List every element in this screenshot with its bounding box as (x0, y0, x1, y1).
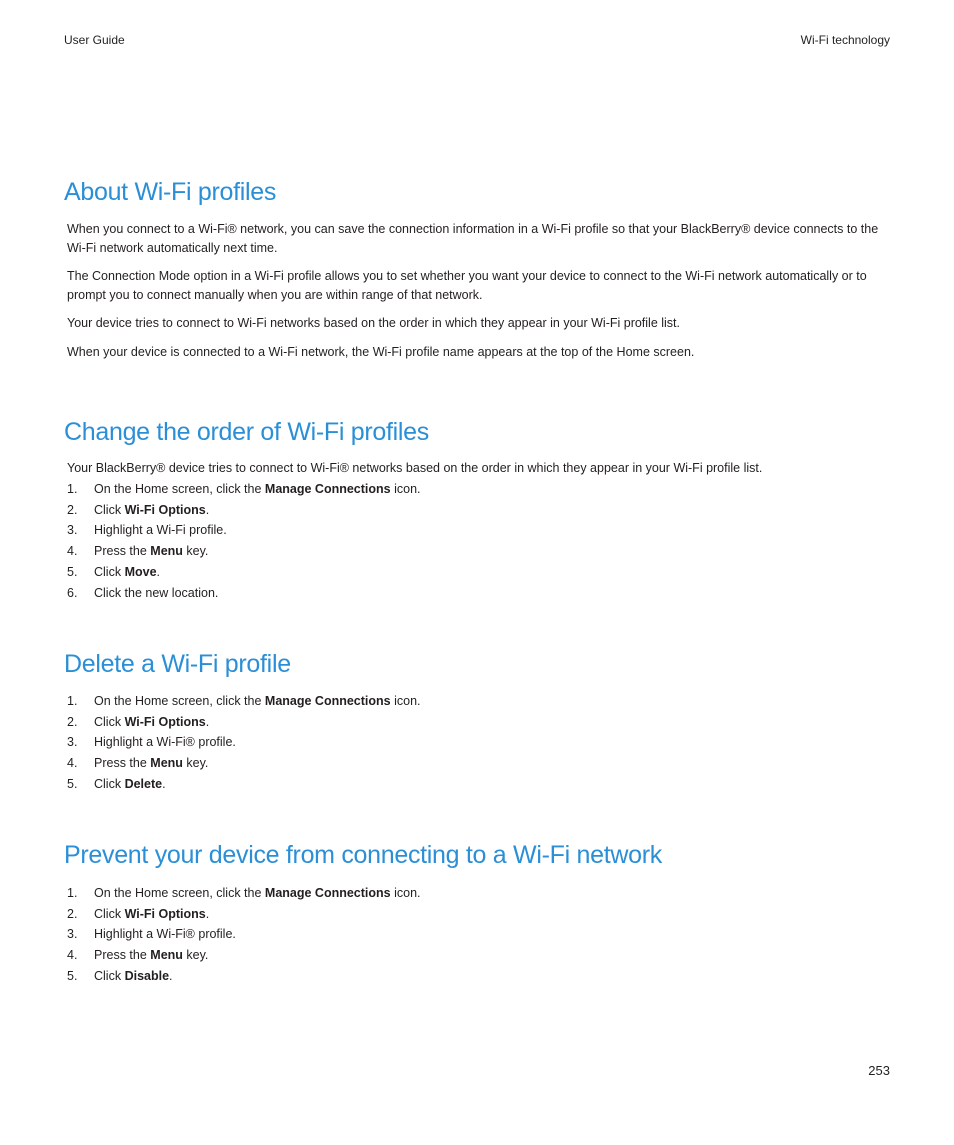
list-item (64, 753, 890, 774)
ui-label: Manage Connections (264, 886, 391, 900)
step-number: 5. (67, 776, 78, 791)
step-number: 3. (67, 735, 78, 750)
ui-label: Menu (150, 756, 183, 771)
step-text: Click (94, 502, 125, 517)
step-text: Click (94, 776, 125, 791)
list-item (64, 774, 890, 795)
step-number: 4. (67, 948, 78, 963)
list-item (64, 479, 890, 500)
section-heading: Prevent your device from connecting to a Wi-Fi network (64, 841, 662, 869)
section-delete-profile (64, 649, 890, 795)
step-text-suffix: key. (182, 544, 209, 559)
step-number: 1. (67, 886, 78, 900)
list-item (64, 904, 890, 925)
step-text: Click (94, 564, 125, 579)
steps-list (64, 479, 890, 603)
step-text: Click (94, 968, 125, 983)
page-number: 253 (868, 1063, 890, 1078)
step-number: 4. (67, 756, 78, 771)
step-number: 2. (67, 502, 78, 517)
step-text-suffix: . (205, 714, 210, 729)
list-item (64, 883, 890, 904)
section-heading: About Wi-Fi profiles (64, 178, 277, 206)
steps-list (64, 883, 890, 987)
ui-label: Wi-Fi Options (124, 502, 206, 517)
step-text: On the Home screen, click the (94, 886, 265, 900)
step-number: 1. (67, 482, 78, 496)
step-number: 3. (67, 523, 78, 538)
paragraph: Your BlackBerry® device tries to connect to Wi-Fi® networks based on the order in which they appear in your Wi-Fi profile list. (67, 461, 763, 475)
step-text-suffix: icon. (390, 886, 421, 900)
step-number: 1. (67, 694, 78, 708)
step-text: Click (94, 714, 125, 729)
step-text: Highlight a Wi-Fi profile. (94, 523, 227, 538)
step-text: On the Home screen, click the (94, 694, 265, 708)
list-item (64, 924, 890, 945)
step-number: 6. (67, 585, 78, 600)
section-prevent-connecting (64, 840, 890, 987)
ui-label: Manage Connections (264, 694, 391, 708)
section-heading: Change the order of Wi-Fi profiles (64, 418, 429, 446)
step-text-suffix: . (156, 564, 160, 579)
paragraph: When your device is connected to a Wi-Fi network, the Wi-Fi profile name appears at the top of the Home screen. (67, 345, 695, 359)
section-change-order (64, 417, 890, 603)
list-item (64, 583, 890, 604)
step-text: Click (94, 906, 125, 921)
step-text: Highlight a Wi-Fi® profile. (94, 927, 236, 942)
step-text-suffix: key. (182, 756, 209, 771)
section-heading: Delete a Wi-Fi profile (64, 650, 291, 678)
paragraph: Your device tries to connect to Wi-Fi networks based on the order in which they appear in your Wi-Fi profile list. (67, 316, 681, 330)
step-text-suffix: . (169, 968, 173, 983)
paragraph: The Connection Mode option in a Wi-Fi profile allows you to set whether you want your device to connect to the Wi-Fi network automatically or to prompt you to connect manually when you are within range of that network. (67, 269, 867, 302)
steps-list (64, 691, 890, 795)
step-text-suffix: . (205, 906, 210, 921)
header-doc-title: User Guide (64, 33, 125, 47)
step-text-suffix: icon. (390, 482, 421, 496)
ui-label: Disable (124, 968, 170, 983)
ui-label: Wi-Fi Options (124, 714, 206, 729)
list-item (64, 966, 890, 987)
step-text: Click the new location. (94, 585, 219, 600)
step-text-suffix: . (162, 776, 166, 791)
ui-label: Menu (150, 544, 183, 559)
ui-label: Delete (124, 776, 163, 791)
list-item (64, 732, 890, 753)
step-text: Press the (94, 756, 151, 771)
step-text: Press the (94, 948, 151, 963)
list-item (64, 562, 890, 583)
header-chapter-title: Wi-Fi technology (800, 33, 890, 47)
ui-label: Menu (150, 948, 183, 963)
step-text-suffix: key. (182, 948, 209, 963)
step-text: Highlight a Wi-Fi® profile. (94, 735, 236, 750)
step-number: 2. (67, 714, 78, 729)
list-item (64, 500, 890, 521)
list-item (64, 712, 890, 733)
ui-label: Manage Connections (264, 482, 391, 496)
list-item (64, 520, 890, 541)
list-item (64, 691, 890, 712)
step-number: 5. (67, 564, 78, 579)
list-item (64, 541, 890, 562)
step-number: 2. (67, 906, 78, 921)
ui-label: Move (124, 564, 157, 579)
step-number: 3. (67, 927, 78, 942)
step-text-suffix: . (205, 502, 210, 517)
step-text: On the Home screen, click the (94, 482, 265, 496)
paragraph: When you connect to a Wi-Fi® network, you can save the connection information in a Wi-Fi profile so that your BlackBerry® device connects to the Wi-Fi network automatically next time. (67, 222, 879, 255)
list-item (64, 945, 890, 966)
step-number: 5. (67, 968, 78, 983)
ui-label: Wi-Fi Options (124, 906, 206, 921)
step-number: 4. (67, 544, 78, 559)
section-about-wifi-profiles (64, 177, 890, 371)
step-text: Press the (94, 544, 151, 559)
step-text-suffix: icon. (390, 694, 421, 708)
